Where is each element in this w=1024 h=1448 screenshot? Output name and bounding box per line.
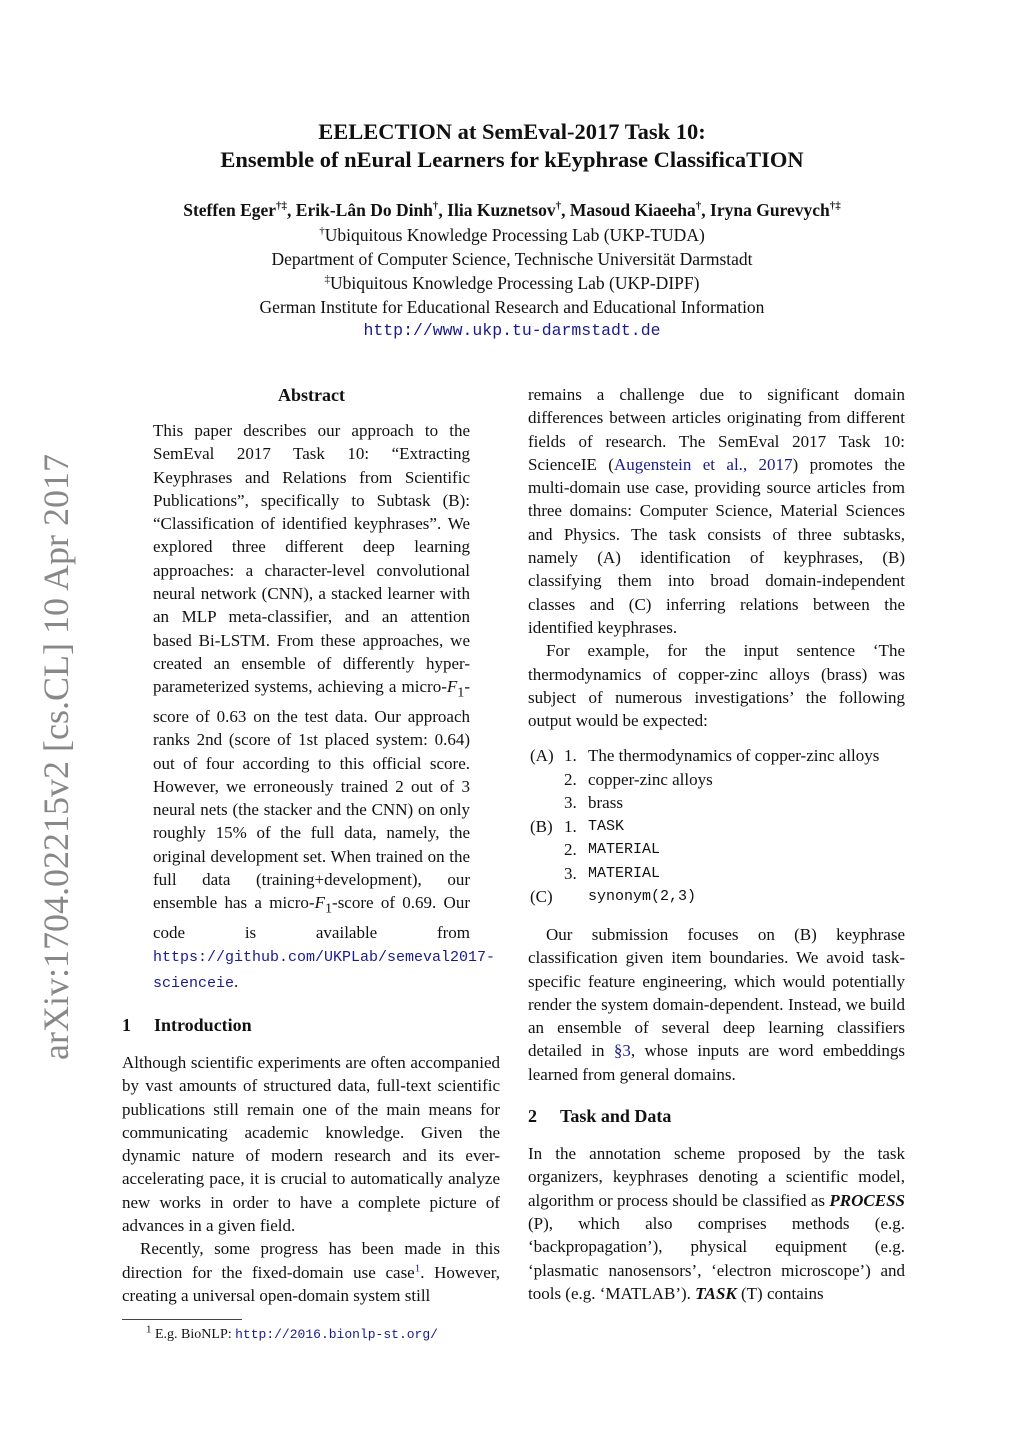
affiliation-3-text: Ubiquitous Knowledge Processing Lab (UKP-DIPF) [330,273,700,293]
example-row [530,815,905,839]
intro-title: Introduction [154,1014,252,1035]
affiliation-1-mark: † [319,225,325,238]
citation-augenstein[interactable]: Augenstein et al., 2017 [613,454,793,474]
author-2-marks: † [432,200,439,213]
f1-symbol-b: F [314,893,325,913]
example-label-c: (C) [530,887,553,907]
example-item: brass [588,793,623,813]
author-2: Erik-Lân Do Dinh [295,200,433,220]
author-list: Steffen Eger†‡, Erik-Lân Do Dinh†, Ilia Kuznetsov†, Masoud Kiaeeha†, Iryna Gurevych†‡ [183,200,841,220]
footnote-label: E.g. BioNLP: [155,1327,236,1343]
abstract-section [153,383,496,995]
example-label-a: (A) [530,746,554,766]
example-label-b: (B) [530,816,553,836]
example-item: copper-zinc alloys [588,769,713,789]
code-url-link[interactable]: https://github.com/UKPLab/semeval2017-scienceie [153,949,496,992]
abstract-text-a: This paper describes our approach to the SemEval 2017 Task 10: “Extracting Keyphrases and Relations from Scientific Publications”, specifically to Subtask (B): “Classification of identified keyphrases”. We explored three different deep learning approaches: a character-level convolutional neural network (CNN), a stacked learner with an MLP meta-classifier, and an attention based Bi-LSTM. From these approaches, we created an ensemble of differently hyper-parameterized systems, achieving a micro- [153,421,470,697]
author-1-marks: †‡ [276,200,288,213]
affiliation-1-text: Ubiquitous Knowledge Processing Lab (UKP-TUDA) [324,225,705,245]
author-4: Masoud Kiaeeha [569,200,696,220]
example-item: MATERIAL [588,864,661,882]
right-p3-text-b: , whose inputs are word embeddings learned from general domains. [528,1041,906,1084]
process-term: PROCESS [829,1190,905,1210]
arxiv-identifier: arXiv:1704.02215v2 [cs.CL] 10 Apr 2017 [36,454,76,1060]
example-item: The thermodynamics of copper-zinc alloys [588,746,880,766]
task-term: TASK [695,1283,737,1303]
f1-symbol-a: F [446,677,458,697]
section-2-title: Task and Data [560,1106,672,1127]
abstract-text-b: -score of 0.63 on the test data. Our approach ranks 2nd (score of 1st placed system: 0.64) out of four according to this official score. However, we erroneously trained 2 out of 3 neural nets (the stacker and the CNN) on only roughly 15% of the full data, namely, the original development set. When trained on the full data (training+development), our ensemble has a micro- [153,677,470,913]
example-row [530,885,905,909]
intro-number: 1 [122,1014,131,1035]
section-2-paragraph-1 [528,1142,905,1305]
right-paragraph-3 [528,923,905,1086]
right-paragraph-2: For example, for the input sentence ‘The thermodynamics of copper-zinc alloys (brass) was subject of numerous investigations’ the following output would be expected: [528,641,905,731]
author-3: Ilia Kuznetsov [447,200,556,220]
example-row [530,838,905,862]
abstract-heading: Abstract [278,385,345,405]
footnote-ref-1[interactable]: 1 [414,1261,421,1274]
title-line-1: EELECTION at SemEval-2017 Task 10: [318,119,706,144]
section-2-heading [528,1104,905,1128]
example-num: 3. [564,793,577,813]
s2-text-c: (T) contains [736,1283,824,1303]
intro-paragraph-1: Although scientific experiments are often accompanied by vast amounts of structured data, full-text scientific publications still remain one of the main means for communicating academic knowledge. Given the dynamic nature of modern research and its ever-accelerating pace, it is crucial to automatically analyze new works in order to have a complete picture of advances in a given field. [122,1052,500,1235]
f1-subscript-b: 1 [324,900,333,917]
lab-url-link[interactable]: http://www.ukp.tu-darmstadt.de [363,321,661,340]
example-row [530,791,905,815]
affiliation-2: Department of Computer Science, Technische Universität Darmstadt [271,249,753,269]
example-output [530,744,905,909]
left-column [122,383,500,1344]
abstract-text-c: -score of 0.69. Our code is available from [153,893,470,943]
author-5: Iryna Gurevych [710,200,830,220]
example-item: synonym(2,3) [588,888,697,906]
affiliation-3-mark: ‡ [324,273,331,286]
section-ref-3[interactable]: §3 [613,1041,631,1061]
intro-p2-text-b: . However, creating a universal open-domain system still [122,1262,501,1305]
example-num: 1. [564,816,577,836]
example-row [530,744,905,768]
f1-subscript-a: 1 [457,684,465,701]
affiliations [150,223,874,343]
right-p1-text-b: ) promotes the multi-domain use case, providing source articles from three domains: Computer Science, Material Sciences and Physics. The task consists of three subtasks, namely (A) identification of keyphrases, (B) classifying them into broad domain-independent classes and (C) inferring relations between the identified keyphrases. [528,454,905,637]
example-row [530,768,905,792]
right-p3-text-a: Our submission focuses on (B) keyphrase classification given item boundaries. We avoid task-specific feature engineering, which would potentially render the system domain-dependent. Instead, we build an ensemble of several deep learning classifiers detailed in [528,924,905,1061]
author-4-marks: † [695,200,702,213]
right-column [528,383,905,1305]
abstract-text-d: . [234,971,239,991]
author-3-marks: † [555,200,562,213]
intro-p2-text-a: Recently, some progress has been made in this direction for the fixed-domain use case [122,1239,500,1282]
example-item: MATERIAL [588,841,661,859]
section-2-number: 2 [528,1106,537,1127]
right-p1-text-a: remains a challenge due to significant domain differences between articles originating from different fields of research. The SemEval 2017 Task 10: ScienceIE ( [528,385,905,474]
example-row [530,862,905,886]
s2-text-a: In the annotation scheme proposed by the task organizers, keyphrases denoting a scientific model, algorithm or process should be classified as [528,1144,905,1210]
author-1: Steffen Eger [183,200,277,220]
affiliation-3 [150,271,874,295]
arxiv-sidebar [28,452,84,1062]
example-num: 3. [564,863,577,883]
title-line-2: Ensemble of nEural Learners for kEyphrase ClassificaTION [220,147,804,172]
author-5-marks: †‡ [829,200,841,213]
example-num: 2. [564,840,577,860]
example-item: TASK [588,817,625,835]
example-num: 1. [564,746,577,766]
intro-heading [122,1013,500,1037]
footnote-divider [122,1319,242,1320]
abstract-body [153,419,496,995]
s2-text-b: (P), which also comprises methods (e.g. ‘backpropagation’), physical equipment (e.g. ‘plasmatic nanosensors’, ‘electron microscope’) and tools (e.g. ‘MATLAB’). [528,1213,905,1303]
example-num: 2. [564,769,577,789]
footnote-mark: 1 [146,1323,152,1336]
affiliation-4: German Institute for Educational Research and Educational Information [259,297,765,317]
bionlp-url-link[interactable]: http://2016.bionlp-st.org/ [235,1327,438,1343]
intro-paragraph-2 [122,1237,500,1307]
footnote-1 [122,1323,500,1344]
right-paragraph-1 [528,383,905,639]
paper-title [120,118,904,174]
affiliation-1 [150,223,874,247]
